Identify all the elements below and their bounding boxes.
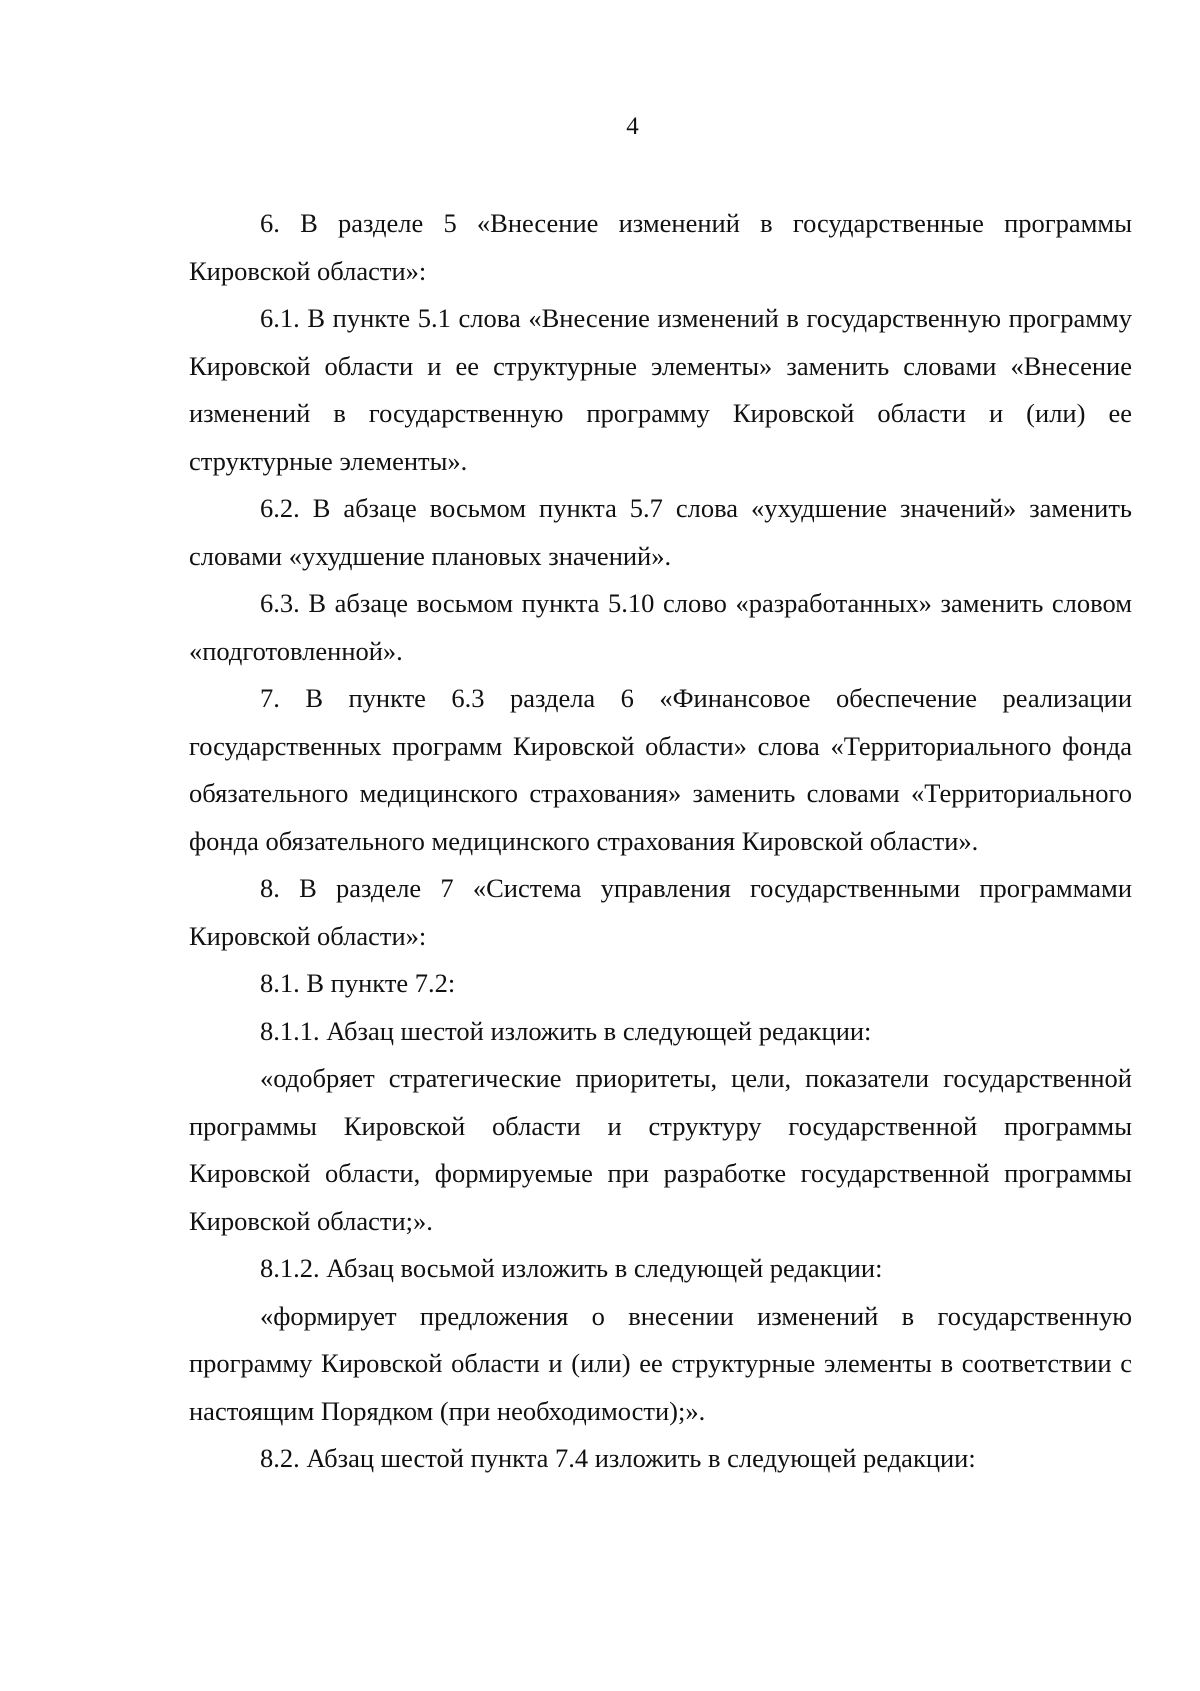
document-body — [189, 200, 1132, 1483]
paragraph-6: 6. В разделе 5 «Внесение изменений в государственные программы Кировской области»: — [189, 208, 1132, 286]
paragraph-7: 7. В пункте 6.3 раздела 6 «Финансовое обеспечение реализации государственных программ Кировской области» слова «Территориального фонда обязательного медицинского страхования» заменить словами «Территориального фонда обязательного медицинского страхования Кировской области». — [189, 683, 1132, 856]
paragraph-8-1: 8.1. В пункте 7.2: — [260, 968, 456, 998]
paragraph-8-1-1: 8.1.1. Абзац шестой изложить в следующей редакции: — [260, 1015, 872, 1046]
quoted-paragraph-8-1-2: «формирует предложения о внесении изменений в государственную программу Кировской области и (или) ее структурные элементы в соответствии с настоящим Порядком (при необходимости);». — [189, 1300, 1132, 1426]
paragraph-6-3: 6.3. В абзаце восьмом пункта 5.10 слово «разработанных» заменить словом «подготовленной». — [189, 588, 1132, 666]
paragraph-6-2: 6.2. В абзаце восьмом пункта 5.7 слова «ухудшение значений» заменить словами «ухудшение плановых значений». — [189, 493, 1132, 571]
page-number: 4 — [626, 113, 639, 140]
paragraph-8-2: 8.2. Абзац шестой пункта 7.4 изложить в следующей редакции: — [260, 1443, 976, 1473]
quoted-paragraph-8-1-1: «одобряет стратегические приоритеты, цели, показатели государственной программы Кировской области и структуру государственной программы Кировской области, формируемые при разработке государственной программы Кировской области;». — [189, 1063, 1132, 1236]
paragraph-8-1-2: 8.1.2. Абзац восьмой изложить в следующей редакции: — [260, 1253, 883, 1283]
paragraph-8: 8. В разделе 7 «Система управления государственными программами Кировской области»: — [189, 873, 1132, 951]
paragraph-6-1: 6.1. В пункте 5.1 слова «Внесение изменений в государственную программу Кировской области и ее структурные элементы» заменить словами «Внесение изменений в государственную программу Кировской области и (или) ее структурные элементы». — [189, 303, 1132, 476]
